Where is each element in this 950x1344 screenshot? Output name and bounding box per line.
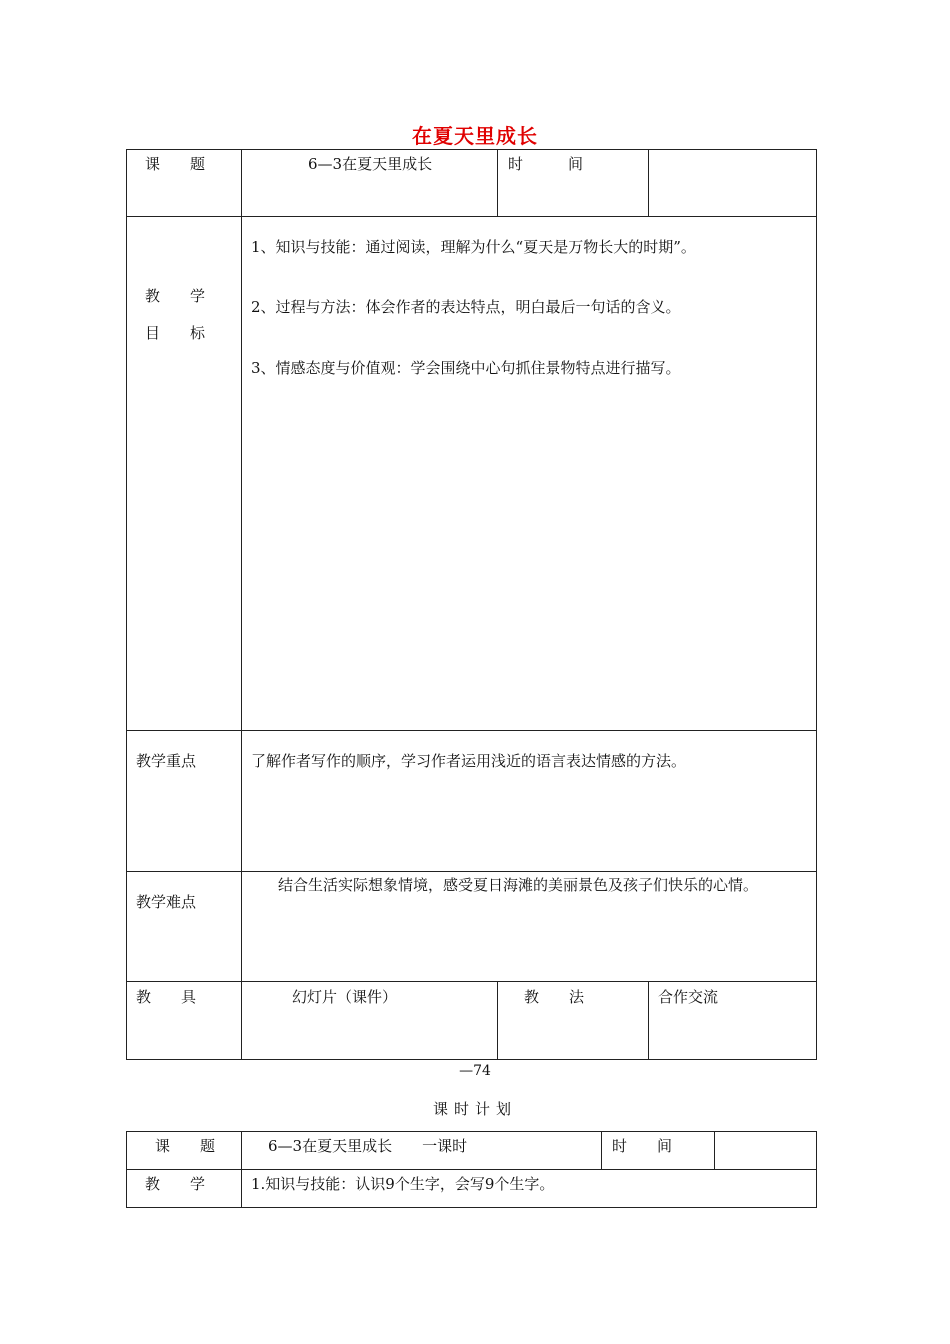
topic-row-2 — [127, 1132, 817, 1170]
difficulty-value: 结合生活实际想象情境，感受夏日海滩的美丽景色及孩子们快乐的心情。 — [278, 876, 759, 894]
goal-item-2: 2、过程与方法：体会作者的表达特点，明白最后一句话的含义。 — [251, 298, 681, 316]
difficulty-row — [127, 872, 817, 982]
goals-label-2: 教 学 — [145, 1175, 206, 1193]
lesson-plan-table-2 — [126, 1131, 817, 1208]
goal-item-3: 3、情感态度与价值观：学会围绕中心句抓住景物特点进行描写。 — [251, 359, 681, 377]
key-point-row — [127, 731, 817, 872]
plan-heading: 课时计划 — [432, 1100, 517, 1118]
page-number: —74 — [459, 1063, 491, 1079]
topic-label-2: 课 题 — [155, 1137, 216, 1155]
goals-row-2 — [127, 1170, 817, 1208]
topic-value-2: 6—3在夏天里成长 一课时 — [268, 1137, 468, 1155]
key-point-label: 教学重点 — [136, 752, 197, 770]
key-point-value: 了解作者写作的顺序，学习作者运用浅近的语言表达情感的方法。 — [251, 752, 687, 770]
tools-value: 幻灯片（课件） — [292, 988, 398, 1006]
goals-label-line2: 目 标 — [145, 324, 206, 342]
time-label-2: 时 间 — [612, 1137, 673, 1155]
topic-row — [127, 150, 817, 217]
goals-row — [127, 217, 817, 731]
method-label: 教 法 — [524, 988, 585, 1006]
goal-item-2-1: 1.知识与技能：认识9个生字，会写9个生字。 — [251, 1175, 555, 1193]
tools-row — [127, 982, 817, 1060]
goals-label-line1: 教 学 — [145, 287, 206, 305]
tools-label: 教 具 — [136, 988, 197, 1006]
goal-item-1: 1、知识与技能：通过阅读，理解为什么“夏天是万物长大的时期”。 — [251, 238, 696, 256]
difficulty-label: 教学难点 — [136, 893, 197, 911]
topic-label: 课 题 — [145, 155, 206, 173]
lesson-plan-table — [126, 149, 817, 1060]
page-title: 在夏天里成长 — [412, 124, 538, 148]
time-label: 时 间 — [508, 155, 584, 173]
method-value: 合作交流 — [658, 988, 719, 1006]
topic-value: 6—3在夏天里成长 — [308, 155, 433, 173]
